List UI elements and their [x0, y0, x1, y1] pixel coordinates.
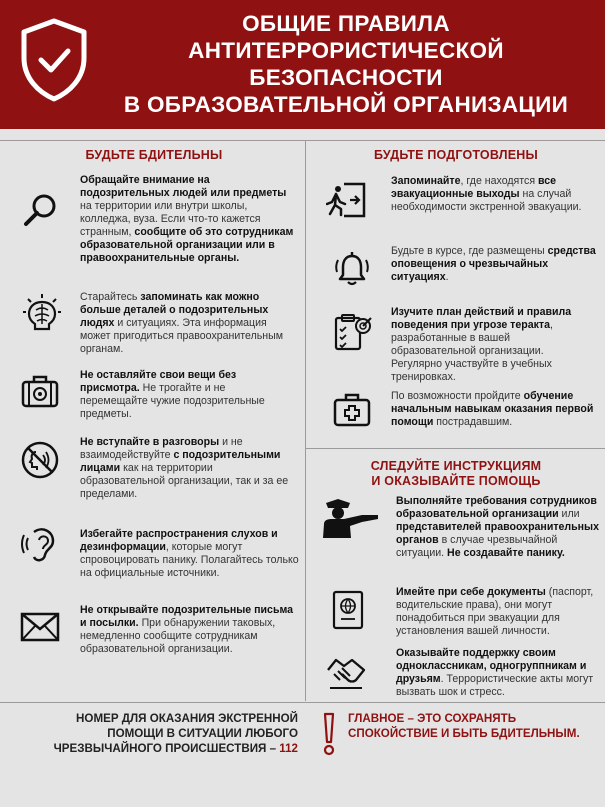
- emphasized-text: средства оповещения о чрезвычайных ситуациях: [391, 245, 596, 283]
- emphasized-text: обучение начальным навыкам оказания первой помощи: [391, 390, 594, 428]
- emergency-note-text: НОМЕР ДЛЯ ОКАЗАНИЯ ЭКСТРЕННОЙ ПОМОЩИ В СИТУАЦИИ ЛЮБОГО ЧРЕЗВЫЧАЙНОГО ПРОИСШЕСТВИЯ –: [53, 712, 298, 755]
- first-aid-kit-icon: [332, 390, 372, 430]
- emphasized-text: Не вступайте в разговоры: [80, 436, 220, 448]
- handshake-icon: [326, 652, 366, 692]
- body-text: , которые могут спровоцировать панику. Полагайтесь только на официальные источники.: [80, 541, 299, 579]
- emphasized-text: Изучите план действий и правила поведения при угрозе теракта: [391, 306, 572, 331]
- list-item: [80, 604, 295, 656]
- emergency-number: 112: [279, 742, 298, 755]
- body-text: , разработанные в вашей образовательной организации. Регулярно участвуйте в учебных тренировках.: [391, 319, 553, 383]
- section-title-line: СЛЕДУЙТЕ ИНСТРУКЦИЯМ: [370, 459, 542, 473]
- section-title-instructions: [312, 459, 600, 489]
- brain-lightbulb-icon: [22, 294, 62, 334]
- no-talking-icon: [20, 440, 60, 480]
- envelope-icon: [20, 606, 60, 646]
- magnifier-icon: [20, 190, 60, 230]
- body-text: При обнаружении таковых, немедленно сообщите сотрудникам образовательной организации.: [80, 617, 276, 655]
- list-item: [391, 245, 596, 284]
- page-title: [96, 10, 596, 118]
- title-line: ОБЩИЕ ПРАВИЛА: [242, 11, 450, 36]
- list-item: [80, 369, 295, 421]
- shield-check-icon: [20, 18, 88, 102]
- divider: [0, 140, 605, 141]
- divider: [0, 702, 605, 703]
- divider: [305, 141, 306, 701]
- emphasized-text: все эвакуационные выходы: [391, 175, 557, 200]
- passport-icon: [328, 590, 368, 630]
- alarm-bell-icon: [332, 248, 372, 288]
- list-item: [391, 306, 596, 384]
- emphasized-text: Имейте при себе документы: [396, 586, 546, 598]
- body-text: Не трогайте и не перемещайте чужие подозрительные предметы.: [80, 382, 265, 420]
- ear-icon: [20, 524, 60, 564]
- list-item: [80, 528, 300, 580]
- body-text: в случае чрезвычайной ситуации.: [396, 534, 558, 559]
- list-item: [80, 436, 300, 501]
- emphasized-text: представителей правоохранительных органов: [396, 521, 599, 546]
- body-text: (паспорт, водительские права), они могут понадобиться при эвакуации для установления вашей личности.: [396, 586, 594, 637]
- body-text: , где находятся: [460, 175, 538, 187]
- list-item: [80, 174, 300, 265]
- list-item: [396, 586, 601, 638]
- title-line: АНТИТЕРРОРИСТИЧЕСКОЙ: [188, 38, 504, 63]
- emphasized-text: Запоминайте: [391, 175, 461, 187]
- emphasized-text: Обращайте внимание на подозрительных людей или предметы: [80, 174, 287, 199]
- main-advice: ГЛАВНОЕ – ЭТО СОХРАНЯТЬ СПОКОЙСТВИЕ И БЫТЬ БДИТЕЛЬНЫМ.: [348, 712, 580, 740]
- emphasized-text: запоминать как можно больше деталей о подозрительных людях: [80, 291, 269, 329]
- section-title-prepared: БУДЬТЕ ПОДГОТОВЛЕНЫ: [374, 148, 538, 162]
- title-line: В ОБРАЗОВАТЕЛЬНОЙ ОРГАНИЗАЦИИ: [123, 92, 569, 117]
- emphasized-text: сообщите об это сотрудникам образовательной организации или в правоохранительные органы.: [80, 226, 294, 264]
- body-text: и не взаимодействуйте: [80, 436, 243, 461]
- section-title-line: И ОКАЗЫВАЙТЕ ПОМОЩЬ: [371, 474, 541, 488]
- emphasized-text: Оказывайте поддержку своим одноклассникам, одногруппникам и друзьям: [396, 647, 587, 685]
- exclamation-icon: [322, 712, 336, 756]
- body-text: По возможности пройдите: [391, 390, 524, 402]
- list-item: [396, 647, 601, 699]
- list-item: [80, 291, 300, 356]
- divider: [306, 448, 605, 449]
- list-item: [391, 390, 596, 429]
- body-text: и ситуациях. Эта информация может пригодиться правоохранительным органам.: [80, 317, 284, 355]
- emergency-number-note: [20, 711, 298, 756]
- body-text: Старайтесь: [80, 291, 141, 303]
- section-title-vigilant: БУДЬТЕ БДИТЕЛЬНЫ: [85, 148, 223, 162]
- suitcase-icon: [20, 372, 60, 412]
- emphasized-text: Не создавайте панику.: [447, 547, 565, 559]
- body-text: или: [558, 508, 580, 520]
- list-item: [391, 175, 596, 214]
- emergency-exit-icon: [326, 180, 366, 220]
- body-text: пострадавшим.: [433, 416, 513, 428]
- body-text: как на территории образовательной организации, так и за ее пределами.: [80, 462, 289, 500]
- title-line: БЕЗОПАСНОСТИ: [249, 65, 443, 90]
- emphasized-text: Избегайте распространения слухов и дезинформации: [80, 528, 278, 553]
- emphasized-text: с подозрительными лицами: [80, 449, 281, 474]
- body-text: на территории или внутри школы, колледжа, вуза. Если что-то кажется странным,: [80, 200, 261, 238]
- header-banner: [0, 0, 605, 129]
- list-item: [396, 495, 601, 560]
- emphasized-text: Не оставляйте свои вещи без присмотра.: [80, 369, 237, 394]
- emphasized-text: Не открывайте подозрительные письма и посылки.: [80, 604, 294, 629]
- body-text: .: [445, 271, 449, 283]
- body-text: Будьте в курсе, где размещены: [391, 245, 548, 257]
- emphasized-text: Выполняйте требования сотрудников образовательной организации: [396, 495, 597, 520]
- body-text: на случай необходимости экстренной эвакуации.: [391, 188, 582, 213]
- police-officer-icon: [318, 496, 380, 538]
- body-text: . Террористические акты могут вызвать шок и стресс.: [396, 673, 594, 698]
- plan-checklist-icon: [332, 312, 372, 352]
